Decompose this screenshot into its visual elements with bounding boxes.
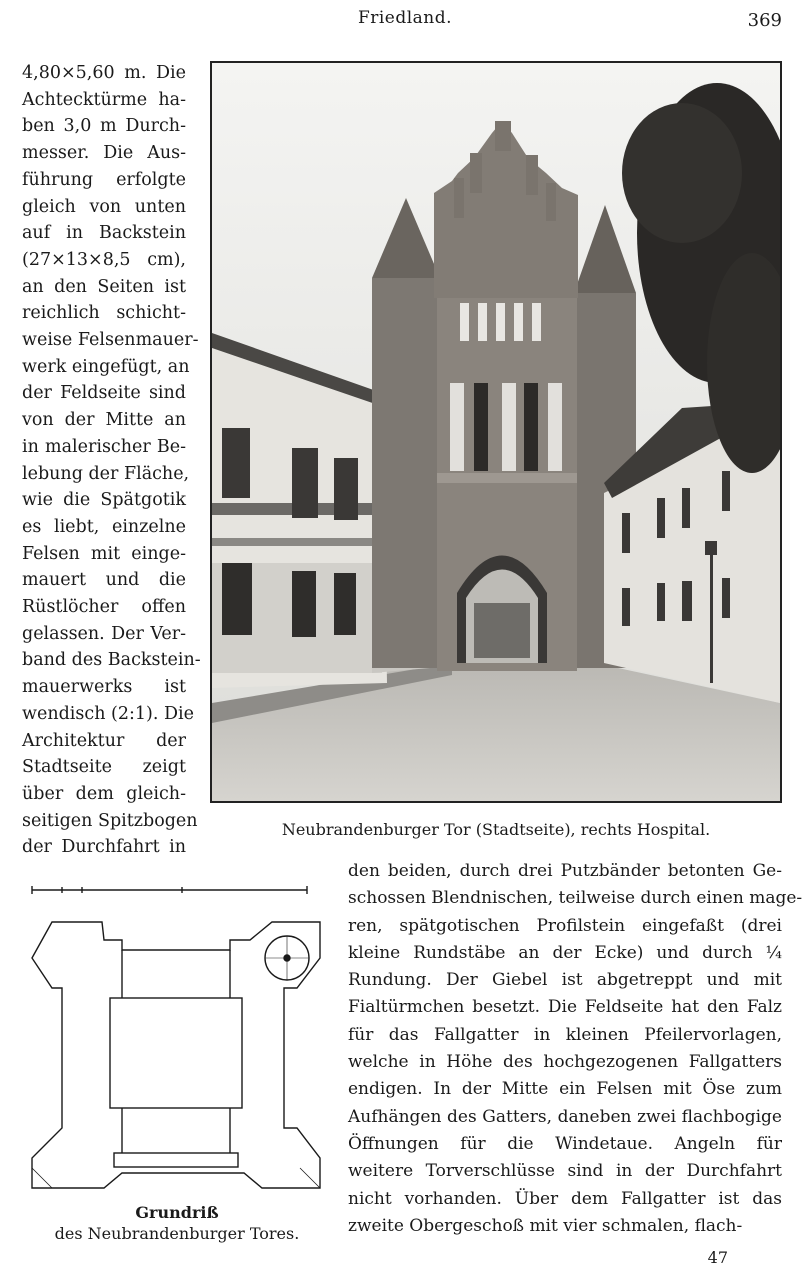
text-line: gleich von unten xyxy=(22,196,186,217)
text-line: band des Backstein- xyxy=(22,650,201,671)
text-line: auf in Backstein xyxy=(22,223,186,244)
text-line: mauert und die xyxy=(22,570,186,591)
text-line: (27×13×8,5 cm), xyxy=(22,249,186,270)
text-line: über dem gleich- xyxy=(22,783,186,804)
floor-plan-caption-title: Grundriß xyxy=(135,1203,219,1222)
text-line: zweite Obergeschoß mit vier schmalen, flach- xyxy=(348,1215,743,1236)
floor-plan-caption xyxy=(22,1202,332,1244)
text-line: Felsen mit einge- xyxy=(22,543,186,564)
text-line: lebung der Fläche, xyxy=(22,463,190,484)
text-line: Rundung. Der Giebel ist abgetreppt und mit xyxy=(348,970,782,991)
text-line: kleine Rundstäbe an der Ecke) und durch ¼ xyxy=(348,942,782,963)
text-line: schossen Blendnischen, teilweise durch einen mage- xyxy=(348,888,803,909)
text-line: gelassen. Der Ver- xyxy=(22,623,186,644)
text-line: reichlich schicht- xyxy=(22,303,186,324)
text-line: wie die Spätgotik xyxy=(22,490,186,511)
text-line: Rüstlöcher offen xyxy=(22,597,186,618)
text-line: für das Fallgatter in kleinen Pfeilervorlagen, xyxy=(348,1024,782,1045)
text-line: ben 3,0 m Durch- xyxy=(22,116,186,137)
text-line: Fialtürmchen besetzt. Die Feldseite hat den Falz xyxy=(348,997,782,1018)
text-line: nicht vorhanden. Über dem Fallgatter ist das xyxy=(348,1188,782,1209)
text-line: Aufhängen des Gatters, daneben zwei flachbogige xyxy=(348,1106,782,1127)
left-column-text xyxy=(22,60,201,861)
text-line: Architektur der xyxy=(22,730,186,751)
running-title: Friedland. xyxy=(357,8,453,28)
text-line: wendisch (2:1). Die xyxy=(22,703,194,724)
text-line: an den Seiten ist xyxy=(22,276,186,297)
text-line: weitere Torverschlüsse sind in der Durchfahrt xyxy=(348,1161,782,1182)
gate-photograph xyxy=(210,61,782,803)
text-line: weise Felsenmauer- xyxy=(22,330,199,351)
text-line: führung erfolgte xyxy=(22,169,186,190)
floor-plan-caption-subtitle: des Neubrandenburger Tores. xyxy=(54,1224,300,1243)
text-line: Achtecktürme ha- xyxy=(22,89,186,110)
text-line: messer. Die Aus- xyxy=(22,143,186,164)
body-text xyxy=(348,858,803,1240)
text-line: der Feldseite sind xyxy=(22,383,186,404)
text-line: der Durchfahrt in xyxy=(22,837,186,858)
floor-plan-drawing xyxy=(22,878,332,1198)
text-line: in malerischer Be- xyxy=(22,436,186,457)
page-number: 369 xyxy=(747,10,782,31)
text-line: es liebt, einzelne xyxy=(22,516,186,537)
text-line: ren, spätgotischen Profilstein eingefaßt (drei xyxy=(348,915,782,936)
text-line: mauerwerks ist xyxy=(22,677,186,698)
text-line: Stadtseite zeigt xyxy=(22,757,186,778)
text-line: welche in Höhe des hochgezogenen Fallgatters xyxy=(348,1052,782,1073)
text-line: seitigen Spitzbogen xyxy=(22,810,198,831)
text-line: von der Mitte an xyxy=(22,410,186,431)
photo-caption: Neubrandenburger Tor (Stadtseite), rechts Hospital. xyxy=(281,820,711,839)
text-line: endigen. In der Mitte ein Felsen mit Öse zum xyxy=(348,1079,782,1100)
text-line: Öffnungen für die Windetaue. Angeln für xyxy=(348,1133,782,1154)
text-line: 4,80×5,60 m. Die xyxy=(22,63,186,83)
text-line: den beiden, durch drei Putzbänder betonten Ge- xyxy=(348,861,782,881)
text-line: werk eingefügt, an xyxy=(22,356,190,377)
signature-number: 47 xyxy=(707,1248,728,1267)
